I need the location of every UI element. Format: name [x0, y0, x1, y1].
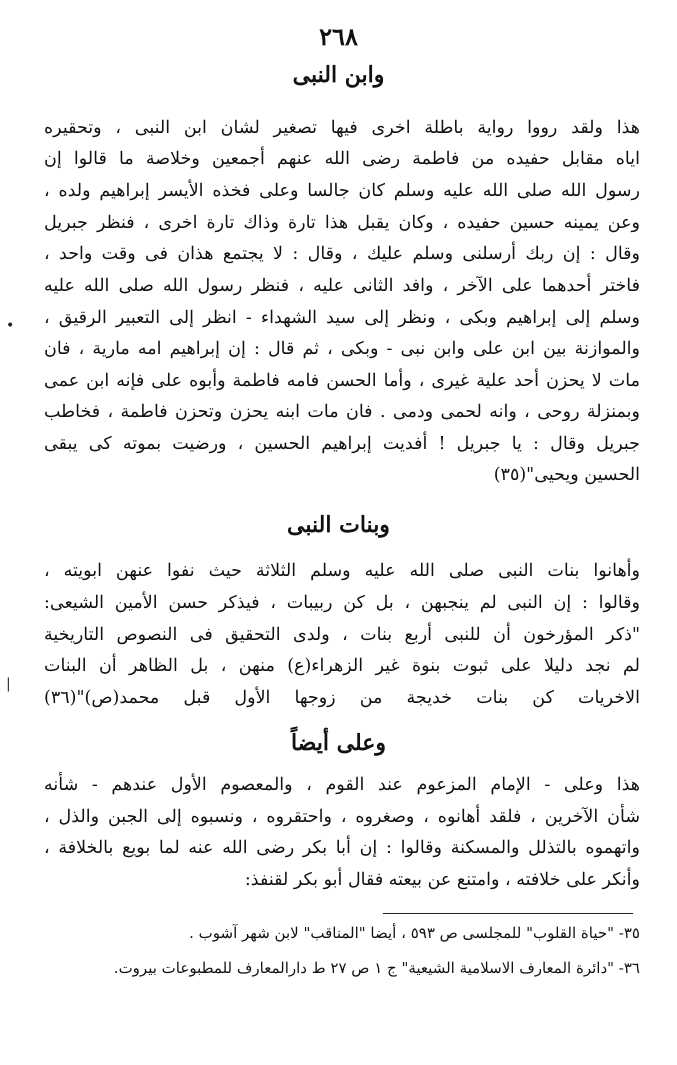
section-heading: وعلى أيضاً — [290, 730, 387, 756]
text-line: وأهانوا بنات النبى صلى الله عليه وسلم الثلاثة حيث نفوا عنهن ابويته ، — [44, 561, 640, 581]
text-line: شأن الآخرين ، فلقد أهانوه ، وصغروه ، واحتقروه ، ونسبوه إلى الجبن والذل ، — [44, 807, 640, 827]
text-line: وأنكر على خلافته ، وامتنع عن بيعته فقال أبو بكر لقنفذ: — [244, 870, 640, 890]
footnote-rule — [383, 913, 633, 914]
page-number: ٢٦٨ — [319, 22, 358, 51]
text-line: وسلم إلى إبراهيم وبكى ، ونظر إلى سيد الشهداء - انظر إلى التعبير الرقيق ، — [44, 308, 640, 328]
text-line: واتهموه بالتذلل والمسكنة وقالوا : إن أبا بكر رضى الله عنه لما بويع بالخلافة ، — [44, 838, 640, 858]
text-line: هذا وعلى - الإمام المزعوم عند القوم ، والمعصوم الأول عندهم - شأنه — [44, 775, 640, 795]
footnote: ٣٦- "دائرة المعارف الاسلامية الشيعية" ج ١ ص ٢٧ ط دارالمعارف للمطبوعات بيروت. — [113, 959, 640, 977]
text-line: وبمنزلة روحى ، وانه لحمى ودمى . فان مات ابنه يحزن وتحزن فاطمة ، فخاطب — [44, 402, 640, 422]
text-line: هذا ولقد رووا رواية باطلة اخرى فيها تصغير لشان ابن النبى ، وتحقيره — [44, 118, 640, 138]
text-line: رسول الله صلى الله عليه وسلم كان جالسا وعلى فخذه الأيسر إبراهيم ولده ، — [44, 181, 640, 201]
text-line: اياه مقابل حفيده من فاطمة رضى الله عنهم أجمعين وخلاصة ما قالوا إن — [44, 149, 640, 169]
text-line: "ذكر المؤرخون أن للنبى أربع بنات ، ولدى التحقيق فى النصوص التاريخية — [44, 625, 640, 645]
text-line: جبريل وقال : يا جبريل ! أفديت إبراهيم الحسين ، ورضيت بموته كى يبقى — [44, 434, 640, 454]
scan-speck: • — [6, 318, 15, 334]
text-line: لم نجد دليلا على ثبوت بنوة غير الزهراء(ع) منهن ، بل الظاهر أن البنات — [44, 656, 640, 676]
text-line: مات لا يحزن أحد علية غيرى ، وأما الحسن فامه فاطمة وأبوه على فإنه ابن عمى — [44, 371, 640, 391]
scan-speck: | — [6, 676, 11, 692]
text-line: وقالوا : إن النبى لم ينجبهن ، بل كن ربيبات ، فيذكر حسن الأمين الشيعى: — [44, 593, 640, 613]
text-line: والموازنة بين ابن على وابن نبى - وبكى ، ثم قال : إن إبراهيم امه مارية ، فان — [44, 339, 640, 359]
text-line: فاختر أحدهما على الآخر ، وافد الثانى عليه ، فنظر رسول الله صلى الله عليه — [44, 276, 640, 296]
text-line: الاخريات كن بنات خديجة من زوجها الأول قبل محمد(ص)"(٣٦) — [44, 688, 640, 708]
section-heading: وابن النبى — [292, 62, 385, 88]
text-line: وقال : إن ربك أرسلنى وسلم عليك ، وقال : لا يجتمع هذان فى وقت واحد ، — [44, 244, 640, 264]
section-heading: وبنات النبى — [287, 512, 390, 538]
footnote: ٣٥- "حياة القلوب" للمجلسى ص ٥٩٣ ، أيضا "المناقب" لابن شهر آشوب . — [189, 924, 640, 942]
text-line: وعن يمينه حسين حفيده ، وكان يقبل هذا تارة وذاك تارة اخرى ، فنظر جبريل — [44, 213, 640, 233]
text-line: الحسين ويحيى"(٣٥) — [493, 465, 640, 485]
